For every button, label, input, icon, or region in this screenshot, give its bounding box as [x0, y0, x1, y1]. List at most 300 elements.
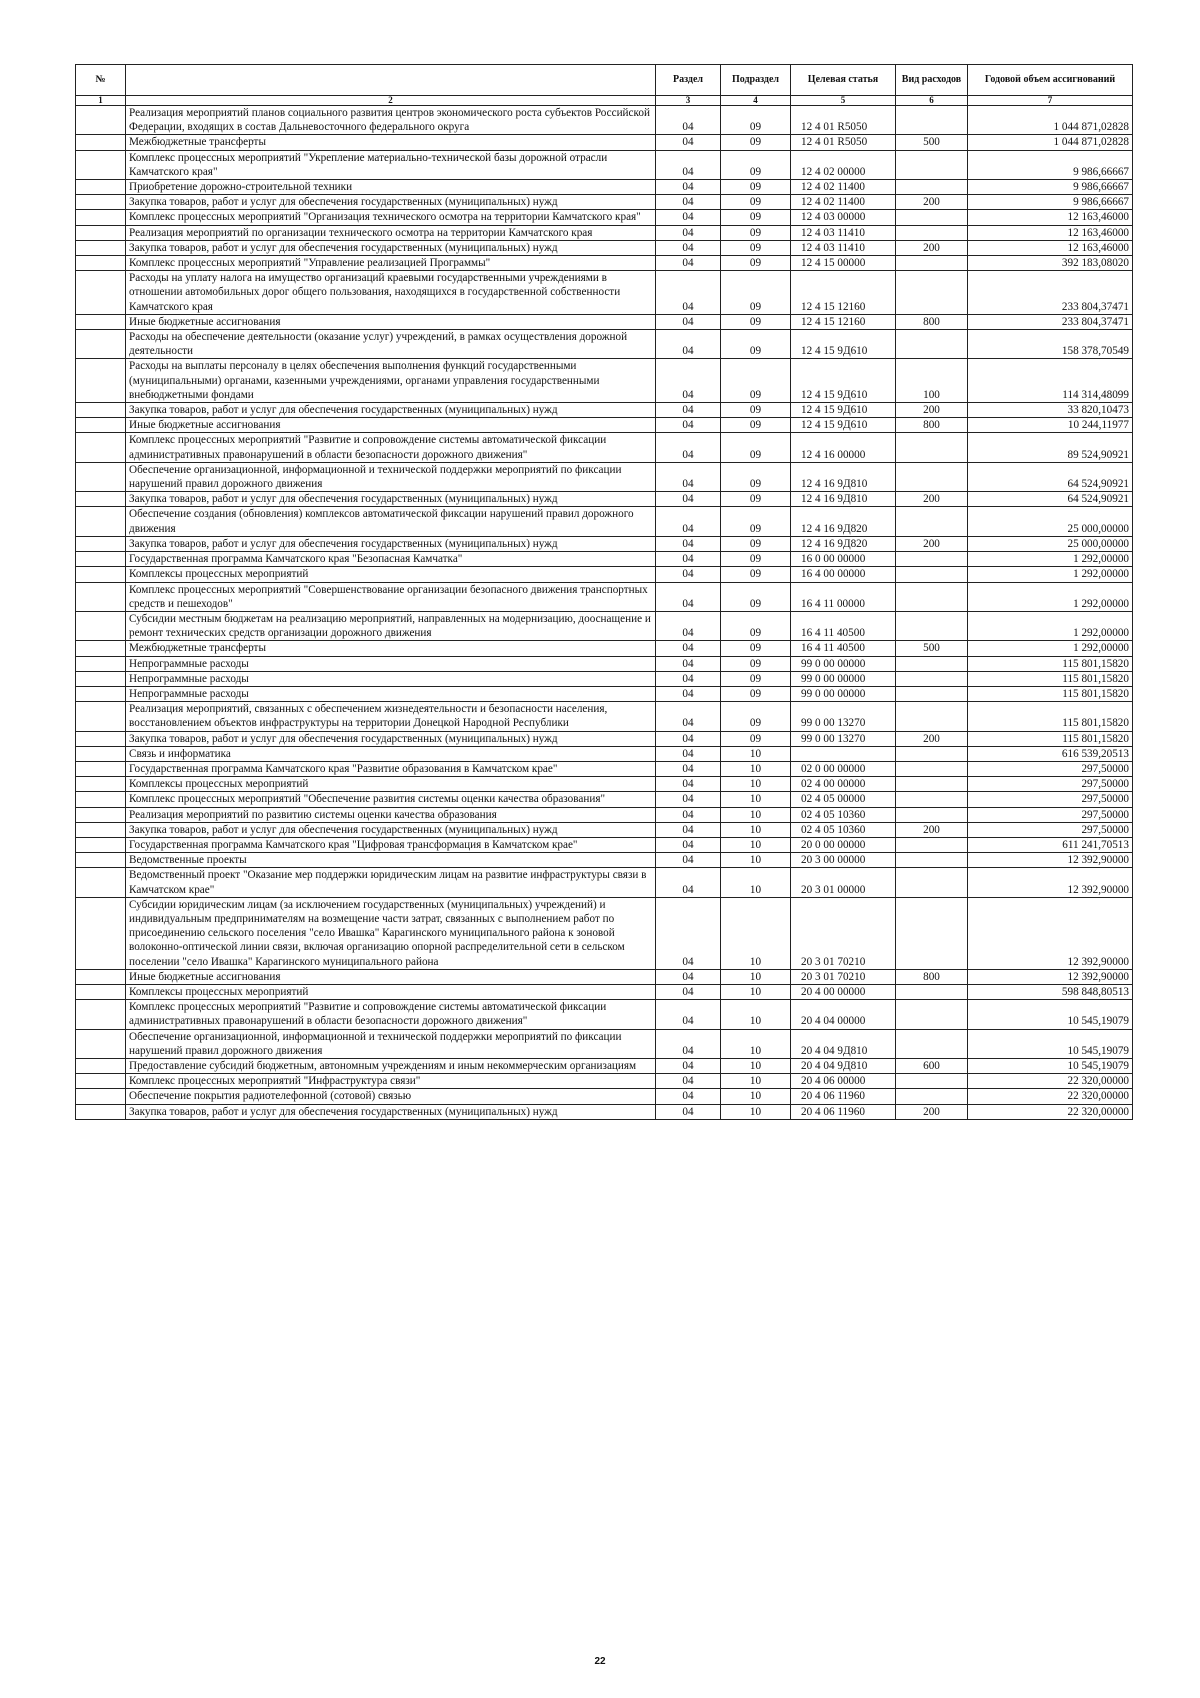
header-target: Целевая статья: [791, 65, 896, 96]
section-code-cell: 04: [656, 582, 721, 611]
item-name-cell: Закупка товаров, работ и услуг для обеспечения государственных (муниципальных) нужд: [126, 1104, 656, 1119]
table-row: [76, 359, 1133, 403]
section-code-cell: 04: [656, 507, 721, 536]
budget-table: [75, 64, 1133, 1120]
table-row: [76, 969, 1133, 984]
expense-type-cell: 800: [896, 418, 968, 433]
annual-volume-cell: 12 163,46000: [968, 210, 1133, 225]
item-name-cell: Закупка товаров, работ и услуг для обеспечения государственных (муниципальных) нужд: [126, 492, 656, 507]
row-number-cell: [76, 777, 126, 792]
expense-type-cell: 200: [896, 731, 968, 746]
expense-type-cell: 800: [896, 314, 968, 329]
item-name-cell: Ведомственные проекты: [126, 853, 656, 868]
target-article-cell: 12 4 15 9Д610: [791, 418, 896, 433]
item-name-cell: Ведомственный проект "Оказание мер поддержки юридическим лицам на развитие инфраструктуры связи в Камчатском крае": [126, 868, 656, 897]
expense-type-cell: 200: [896, 403, 968, 418]
table-row: [76, 256, 1133, 271]
row-number-cell: [76, 969, 126, 984]
item-name-cell: Комплексы процессных мероприятий: [126, 567, 656, 582]
subsection-code-cell: 09: [721, 671, 791, 686]
section-code-cell: 04: [656, 1089, 721, 1104]
header-section: Раздел: [656, 65, 721, 96]
subsection-code-cell: 09: [721, 256, 791, 271]
subsection-code-cell: 09: [721, 418, 791, 433]
expense-type-cell: [896, 868, 968, 897]
section-code-cell: 04: [656, 777, 721, 792]
row-number-cell: [76, 359, 126, 403]
item-name-cell: Государственная программа Камчатского края "Цифровая трансформация в Камчатском крае": [126, 837, 656, 852]
section-code-cell: 04: [656, 686, 721, 701]
subsection-code-cell: 10: [721, 1029, 791, 1058]
expense-type-cell: [896, 984, 968, 999]
section-code-cell: 04: [656, 868, 721, 897]
section-code-cell: 04: [656, 984, 721, 999]
subsection-code-cell: 09: [721, 611, 791, 640]
table-row: [76, 868, 1133, 897]
section-code-cell: 04: [656, 225, 721, 240]
item-name-cell: Расходы на уплату налога на имущество организаций краевыми государственными учреждениями в отношении автомобильных дорог общего пользования, находящихся в государственной собственности Камчатского края: [126, 271, 656, 315]
subsection-code-cell: 09: [721, 240, 791, 255]
subsection-code-cell: 10: [721, 746, 791, 761]
item-name-cell: Комплекс процессных мероприятий "Организация технического осмотра на территории Камчатского края": [126, 210, 656, 225]
expense-type-cell: [896, 853, 968, 868]
row-number-cell: [76, 567, 126, 582]
item-name-cell: Реализация мероприятий по развитию системы оценки качества образования: [126, 807, 656, 822]
section-code-cell: 04: [656, 1104, 721, 1119]
header-name: [126, 65, 656, 96]
section-code-cell: 04: [656, 1074, 721, 1089]
table-row: [76, 807, 1133, 822]
annual-volume-cell: 10 244,11977: [968, 418, 1133, 433]
expense-type-cell: [896, 552, 968, 567]
target-article-cell: 02 4 05 10360: [791, 822, 896, 837]
header-num: №: [76, 65, 126, 96]
table-row: [76, 611, 1133, 640]
expense-type-cell: [896, 1000, 968, 1029]
item-name-cell: Предоставление субсидий бюджетным, автономным учреждениям и иным некоммерческим организациям: [126, 1059, 656, 1074]
section-code-cell: 04: [656, 552, 721, 567]
row-number-cell: [76, 403, 126, 418]
section-code-cell: 04: [656, 1029, 721, 1058]
annual-volume-cell: 158 378,70549: [968, 330, 1133, 359]
expense-type-cell: [896, 897, 968, 969]
expense-type-cell: [896, 433, 968, 462]
annual-volume-cell: 233 804,37471: [968, 314, 1133, 329]
section-code-cell: 04: [656, 359, 721, 403]
expense-type-cell: [896, 180, 968, 195]
annual-volume-cell: 115 801,15820: [968, 731, 1133, 746]
table-row: [76, 433, 1133, 462]
section-code-cell: 04: [656, 135, 721, 150]
annual-volume-cell: 12 392,90000: [968, 897, 1133, 969]
annual-volume-cell: 10 545,19079: [968, 1000, 1133, 1029]
expense-type-cell: 200: [896, 1104, 968, 1119]
header-volume: Годовой объем ассигнований: [968, 65, 1133, 96]
row-number-cell: [76, 240, 126, 255]
item-name-cell: Комплексы процессных мероприятий: [126, 984, 656, 999]
target-article-cell: 20 4 06 11960: [791, 1104, 896, 1119]
item-name-cell: Межбюджетные трансферты: [126, 641, 656, 656]
row-number-cell: [76, 984, 126, 999]
target-article-cell: 12 4 16 00000: [791, 433, 896, 462]
annual-volume-cell: 33 820,10473: [968, 403, 1133, 418]
table-row: [76, 837, 1133, 852]
section-code-cell: 04: [656, 761, 721, 776]
annual-volume-cell: 114 314,48099: [968, 359, 1133, 403]
subsection-code-cell: 10: [721, 837, 791, 852]
target-article-cell: 20 4 00 00000: [791, 984, 896, 999]
section-code-cell: 04: [656, 792, 721, 807]
expense-type-cell: [896, 746, 968, 761]
item-name-cell: Комплексы процессных мероприятий: [126, 777, 656, 792]
table-row: [76, 271, 1133, 315]
col-number: 3: [656, 96, 721, 106]
section-code-cell: 04: [656, 403, 721, 418]
target-article-cell: 02 4 00 00000: [791, 777, 896, 792]
section-code-cell: 04: [656, 492, 721, 507]
expense-type-cell: [896, 106, 968, 135]
annual-volume-cell: 89 524,90921: [968, 433, 1133, 462]
table-row: [76, 702, 1133, 731]
row-number-cell: [76, 462, 126, 491]
expense-type-cell: [896, 807, 968, 822]
target-article-cell: 20 4 06 00000: [791, 1074, 896, 1089]
target-article-cell: 20 3 01 00000: [791, 868, 896, 897]
expense-type-cell: [896, 271, 968, 315]
section-code-cell: 04: [656, 1000, 721, 1029]
header-row: [76, 65, 1133, 96]
expense-type-cell: [896, 761, 968, 776]
table-row: [76, 582, 1133, 611]
section-code-cell: 04: [656, 418, 721, 433]
col-number: 2: [126, 96, 656, 106]
table-row: [76, 567, 1133, 582]
target-article-cell: 99 0 00 00000: [791, 656, 896, 671]
target-article-cell: 20 3 01 70210: [791, 969, 896, 984]
target-article-cell: 20 4 04 00000: [791, 1000, 896, 1029]
annual-volume-cell: 297,50000: [968, 761, 1133, 776]
annual-volume-cell: 297,50000: [968, 822, 1133, 837]
annual-volume-cell: 9 986,66667: [968, 195, 1133, 210]
row-number-cell: [76, 837, 126, 852]
item-name-cell: Реализация мероприятий, связанных с обеспечением жизнедеятельности и безопасности населения, восстановлением объектов инфраструктуры на территории Донецкой Народной Республики: [126, 702, 656, 731]
section-code-cell: 04: [656, 240, 721, 255]
section-code-cell: 04: [656, 671, 721, 686]
section-code-cell: 04: [656, 210, 721, 225]
subsection-code-cell: 09: [721, 210, 791, 225]
table-row: [76, 462, 1133, 491]
table-row: [76, 731, 1133, 746]
expense-type-cell: 200: [896, 822, 968, 837]
target-article-cell: 16 0 00 00000: [791, 552, 896, 567]
annual-volume-cell: 115 801,15820: [968, 686, 1133, 701]
expense-type-cell: [896, 671, 968, 686]
section-code-cell: 04: [656, 256, 721, 271]
subsection-code-cell: 10: [721, 777, 791, 792]
item-name-cell: Комплекс процессных мероприятий "Совершенствование организации безопасного движения транспортных средств и пешеходов": [126, 582, 656, 611]
row-number-cell: [76, 641, 126, 656]
item-name-cell: Комплекс процессных мероприятий "Обеспечение развития системы оценки качества образования": [126, 792, 656, 807]
table-row: [76, 1104, 1133, 1119]
row-number-cell: [76, 210, 126, 225]
expense-type-cell: [896, 656, 968, 671]
item-name-cell: Непрограммные расходы: [126, 686, 656, 701]
table-row: [76, 1000, 1133, 1029]
row-number-cell: [76, 853, 126, 868]
subsection-code-cell: 09: [721, 330, 791, 359]
annual-volume-cell: 22 320,00000: [968, 1089, 1133, 1104]
subsection-code-cell: 09: [721, 552, 791, 567]
subsection-code-cell: 09: [721, 731, 791, 746]
table-row: [76, 897, 1133, 969]
section-code-cell: 04: [656, 807, 721, 822]
item-name-cell: Комплекс процессных мероприятий "Укрепление материально-технической базы дорожной отрасли Камчатского края": [126, 150, 656, 179]
item-name-cell: Закупка товаров, работ и услуг для обеспечения государственных (муниципальных) нужд: [126, 731, 656, 746]
item-name-cell: Обеспечение организационной, информационной и технической поддержки мероприятий по фиксации нарушений правил дорожного движения: [126, 1029, 656, 1058]
table-row: [76, 777, 1133, 792]
target-article-cell: 20 0 00 00000: [791, 837, 896, 852]
table-row: [76, 761, 1133, 776]
column-number-row: [76, 96, 1133, 106]
expense-type-cell: [896, 210, 968, 225]
subsection-code-cell: 09: [721, 567, 791, 582]
subsection-code-cell: 09: [721, 271, 791, 315]
target-article-cell: 99 0 00 00000: [791, 686, 896, 701]
table-row: [76, 671, 1133, 686]
annual-volume-cell: 9 986,66667: [968, 180, 1133, 195]
annual-volume-cell: 25 000,00000: [968, 507, 1133, 536]
annual-volume-cell: 12 163,46000: [968, 240, 1133, 255]
target-article-cell: 20 4 06 11960: [791, 1089, 896, 1104]
target-article-cell: 12 4 16 9Д820: [791, 507, 896, 536]
table-row: [76, 403, 1133, 418]
item-name-cell: Межбюджетные трансферты: [126, 135, 656, 150]
annual-volume-cell: 1 292,00000: [968, 641, 1133, 656]
expense-type-cell: [896, 256, 968, 271]
subsection-code-cell: 09: [721, 314, 791, 329]
target-article-cell: 12 4 02 11400: [791, 195, 896, 210]
target-article-cell: 16 4 11 40500: [791, 611, 896, 640]
expense-type-cell: [896, 582, 968, 611]
col-number: 4: [721, 96, 791, 106]
row-number-cell: [76, 536, 126, 551]
expense-type-cell: [896, 462, 968, 491]
table-row: [76, 507, 1133, 536]
section-code-cell: 04: [656, 536, 721, 551]
table-row: [76, 150, 1133, 179]
subsection-code-cell: 10: [721, 984, 791, 999]
expense-type-cell: [896, 1029, 968, 1058]
table-row: [76, 641, 1133, 656]
table-row: [76, 1029, 1133, 1058]
item-name-cell: Обеспечение организационной, информационной и технической поддержки мероприятий по фиксации нарушений правил дорожного движения: [126, 462, 656, 491]
row-number-cell: [76, 492, 126, 507]
table-row: [76, 330, 1133, 359]
item-name-cell: Государственная программа Камчатского края "Безопасная Камчатка": [126, 552, 656, 567]
annual-volume-cell: 1 292,00000: [968, 611, 1133, 640]
subsection-code-cell: 09: [721, 225, 791, 240]
expense-type-cell: [896, 567, 968, 582]
table-row: [76, 135, 1133, 150]
expense-type-cell: 600: [896, 1059, 968, 1074]
subsection-code-cell: 10: [721, 1089, 791, 1104]
table-row: [76, 195, 1133, 210]
subsection-code-cell: 09: [721, 135, 791, 150]
subsection-code-cell: 10: [721, 761, 791, 776]
section-code-cell: 04: [656, 462, 721, 491]
expense-type-cell: [896, 702, 968, 731]
expense-type-cell: 200: [896, 195, 968, 210]
item-name-cell: Закупка товаров, работ и услуг для обеспечения государственных (муниципальных) нужд: [126, 822, 656, 837]
annual-volume-cell: 1 044 871,02828: [968, 106, 1133, 135]
annual-volume-cell: 233 804,37471: [968, 271, 1133, 315]
annual-volume-cell: 611 241,70513: [968, 837, 1133, 852]
subsection-code-cell: 09: [721, 507, 791, 536]
target-article-cell: 12 4 03 11410: [791, 240, 896, 255]
subsection-code-cell: 09: [721, 403, 791, 418]
row-number-cell: [76, 582, 126, 611]
section-code-cell: 04: [656, 969, 721, 984]
target-article-cell: 12 4 15 00000: [791, 256, 896, 271]
row-number-cell: [76, 1059, 126, 1074]
item-name-cell: Закупка товаров, работ и услуг для обеспечения государственных (муниципальных) нужд: [126, 240, 656, 255]
table-row: [76, 792, 1133, 807]
annual-volume-cell: 115 801,15820: [968, 656, 1133, 671]
annual-volume-cell: 64 524,90921: [968, 462, 1133, 491]
annual-volume-cell: 616 539,20513: [968, 746, 1133, 761]
row-number-cell: [76, 868, 126, 897]
expense-type-cell: [896, 150, 968, 179]
annual-volume-cell: 297,50000: [968, 807, 1133, 822]
item-name-cell: Иные бюджетные ассигнования: [126, 418, 656, 433]
section-code-cell: 04: [656, 611, 721, 640]
section-code-cell: 04: [656, 567, 721, 582]
item-name-cell: Иные бюджетные ассигнования: [126, 969, 656, 984]
section-code-cell: 04: [656, 641, 721, 656]
section-code-cell: 04: [656, 837, 721, 852]
subsection-code-cell: 09: [721, 106, 791, 135]
item-name-cell: Расходы на обеспечение деятельности (оказание услуг) учреждений, в рамках осуществления дорожной деятельности: [126, 330, 656, 359]
annual-volume-cell: 22 320,00000: [968, 1104, 1133, 1119]
item-name-cell: Комплекс процессных мероприятий "Управление реализацией Программы": [126, 256, 656, 271]
expense-type-cell: [896, 507, 968, 536]
row-number-cell: [76, 1104, 126, 1119]
table-row: [76, 180, 1133, 195]
expense-type-cell: [896, 1089, 968, 1104]
annual-volume-cell: 64 524,90921: [968, 492, 1133, 507]
subsection-code-cell: 10: [721, 822, 791, 837]
section-code-cell: 04: [656, 731, 721, 746]
subsection-code-cell: 10: [721, 1059, 791, 1074]
target-article-cell: 20 4 04 9Д810: [791, 1059, 896, 1074]
row-number-cell: [76, 792, 126, 807]
annual-volume-cell: 392 183,08020: [968, 256, 1133, 271]
target-article-cell: 12 4 03 11410: [791, 225, 896, 240]
annual-volume-cell: 12 392,90000: [968, 853, 1133, 868]
row-number-cell: [76, 656, 126, 671]
section-code-cell: 04: [656, 150, 721, 179]
annual-volume-cell: 1 292,00000: [968, 567, 1133, 582]
target-article-cell: 02 4 05 10360: [791, 807, 896, 822]
target-article-cell: 12 4 03 00000: [791, 210, 896, 225]
subsection-code-cell: 10: [721, 868, 791, 897]
row-number-cell: [76, 256, 126, 271]
expense-type-cell: 200: [896, 536, 968, 551]
item-name-cell: Обеспечение покрытия радиотелефонной (сотовой) связью: [126, 1089, 656, 1104]
row-number-cell: [76, 225, 126, 240]
section-code-cell: 04: [656, 656, 721, 671]
table-row: [76, 746, 1133, 761]
expense-type-cell: 500: [896, 135, 968, 150]
row-number-cell: [76, 1000, 126, 1029]
expense-type-cell: 100: [896, 359, 968, 403]
annual-volume-cell: 1 292,00000: [968, 552, 1133, 567]
annual-volume-cell: 12 392,90000: [968, 868, 1133, 897]
target-article-cell: [791, 746, 896, 761]
table-row: [76, 418, 1133, 433]
expense-type-cell: [896, 792, 968, 807]
target-article-cell: 12 4 16 9Д810: [791, 462, 896, 491]
item-name-cell: Непрограммные расходы: [126, 671, 656, 686]
row-number-cell: [76, 1029, 126, 1058]
row-number-cell: [76, 1074, 126, 1089]
annual-volume-cell: 22 320,00000: [968, 1074, 1133, 1089]
subsection-code-cell: 09: [721, 656, 791, 671]
target-article-cell: 02 4 05 00000: [791, 792, 896, 807]
section-code-cell: 04: [656, 1059, 721, 1074]
subsection-code-cell: 10: [721, 969, 791, 984]
section-code-cell: 04: [656, 822, 721, 837]
subsection-code-cell: 09: [721, 686, 791, 701]
subsection-code-cell: 09: [721, 702, 791, 731]
row-number-cell: [76, 761, 126, 776]
annual-volume-cell: 12 163,46000: [968, 225, 1133, 240]
item-name-cell: Реализация мероприятий по организации технического осмотра на территории Камчатского края: [126, 225, 656, 240]
item-name-cell: Субсидии местным бюджетам на реализацию мероприятий, направленных на модернизацию, дооснащение и ремонт технических средств организации дорожного движения: [126, 611, 656, 640]
table-row: [76, 656, 1133, 671]
expense-type-cell: [896, 686, 968, 701]
subsection-code-cell: 10: [721, 1000, 791, 1029]
section-code-cell: 04: [656, 897, 721, 969]
section-code-cell: 04: [656, 180, 721, 195]
row-number-cell: [76, 150, 126, 179]
item-name-cell: Закупка товаров, работ и услуг для обеспечения государственных (муниципальных) нужд: [126, 403, 656, 418]
target-article-cell: 12 4 15 9Д610: [791, 403, 896, 418]
table-row: [76, 536, 1133, 551]
row-number-cell: [76, 330, 126, 359]
row-number-cell: [76, 822, 126, 837]
target-article-cell: 16 4 11 40500: [791, 641, 896, 656]
table-row: [76, 1074, 1133, 1089]
annual-volume-cell: 12 392,90000: [968, 969, 1133, 984]
target-article-cell: 99 0 00 13270: [791, 702, 896, 731]
item-name-cell: Иные бюджетные ассигнования: [126, 314, 656, 329]
target-article-cell: 12 4 15 12160: [791, 271, 896, 315]
section-code-cell: 04: [656, 330, 721, 359]
table-row: [76, 1059, 1133, 1074]
item-name-cell: Комплекс процессных мероприятий "Развитие и сопровождение системы автоматической фиксации административных правонарушений в области безопасности дорожного движения": [126, 433, 656, 462]
subsection-code-cell: 10: [721, 1074, 791, 1089]
annual-volume-cell: 10 545,19079: [968, 1059, 1133, 1074]
target-article-cell: 16 4 00 00000: [791, 567, 896, 582]
table-body: [76, 106, 1133, 1120]
item-name-cell: Комплекс процессных мероприятий "Развитие и сопровождение системы автоматической фиксации административных правонарушений в области безопасности дорожного движения": [126, 1000, 656, 1029]
row-number-cell: [76, 1089, 126, 1104]
table-row: [76, 106, 1133, 135]
target-article-cell: 16 4 11 00000: [791, 582, 896, 611]
col-number: 7: [968, 96, 1133, 106]
table-row: [76, 210, 1133, 225]
